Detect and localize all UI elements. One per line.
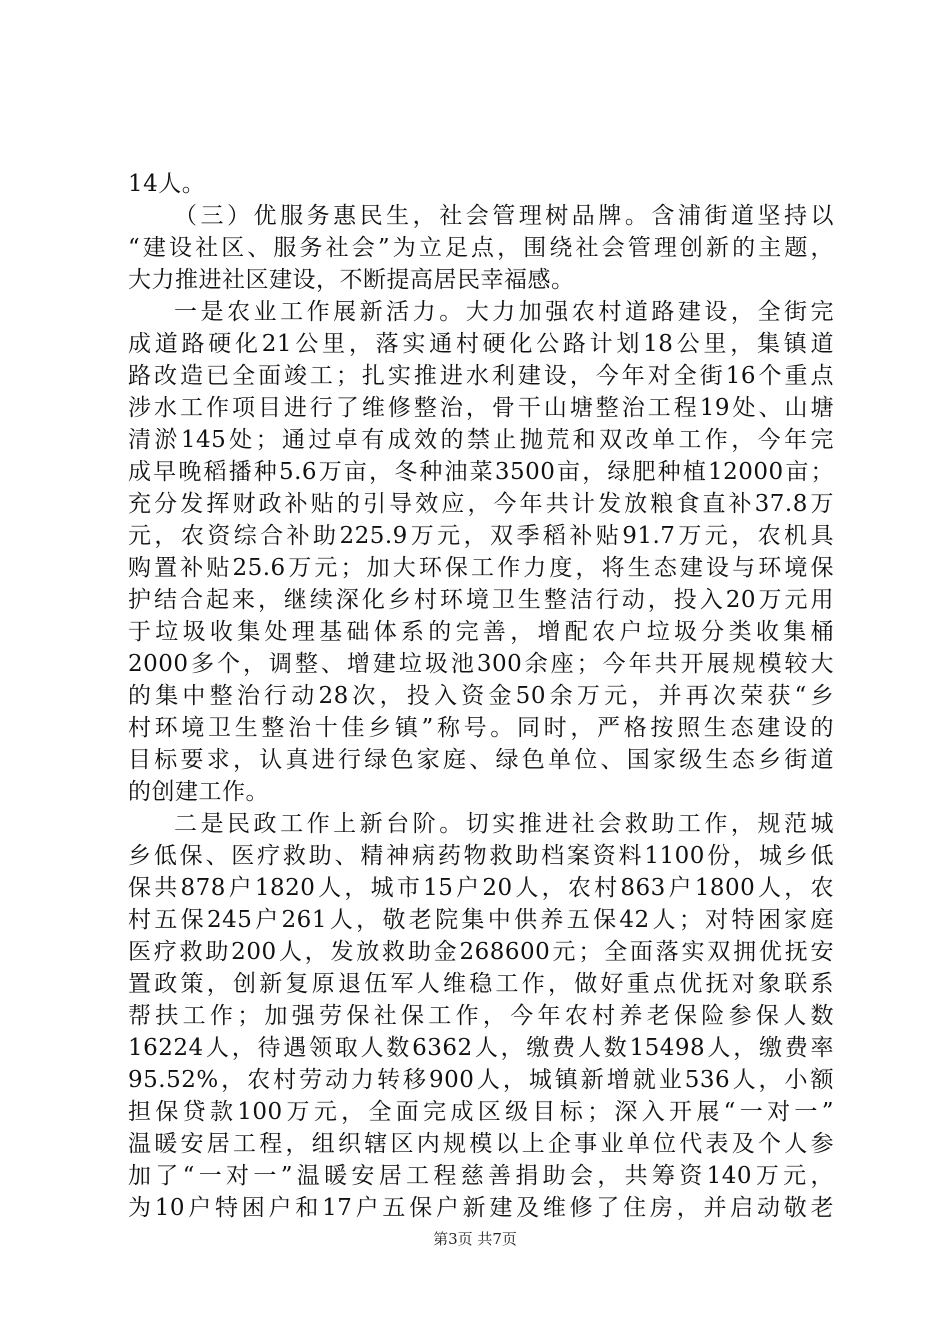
text-line: 目标要求，认真进行绿色家庭、绿色单位、国家级生态乡街道: [128, 747, 834, 773]
text-line: 充分发挥财政补贴的引导效应，今年共计发放粮食直补37.8万: [128, 491, 834, 517]
text-line: （三）优服务惠民生，社会管理树品牌。含浦街道坚持以: [174, 203, 834, 229]
text-line: 2000多个，调整、增建垃圾池300余座；今年共开展规模较大: [128, 651, 834, 677]
text-line: 置政策，创新复原退伍军人维稳工作，做好重点优抚对象联系: [128, 971, 834, 997]
text-line: 乡低保、医疗救助、精神病药物救助档案资料1100份，城乡低: [128, 843, 834, 869]
paragraph: [128, 808, 834, 1224]
text-line: 担保贷款100万元，全面完成区级目标；深入开展“一对一”: [128, 1099, 834, 1125]
text-line: 医疗救助200人，发放救助金268600元；全面落实双拥优抚安: [128, 939, 834, 965]
text-line: 成早晚稻播种5.6万亩，冬种油菜3500亩，绿肥种植12000亩；: [128, 459, 834, 485]
text-line: 大力推进社区建设，不断提高居民幸福感。: [128, 267, 575, 293]
text-line: 二是民政工作上新台阶。切实推进社会救助工作，规范城: [174, 811, 834, 837]
text-line: 于垃圾收集处理基础体系的完善，增配农户垃圾分类收集桶: [128, 619, 834, 645]
text-line: 14人。: [128, 171, 206, 197]
text-line: 16224人，待遇领取人数6362人，缴费人数15498人，缴费率: [128, 1035, 834, 1061]
page-number-footer: 第3页 共7页: [433, 1230, 517, 1248]
text-line: 帮扶工作；加强劳保社保工作，今年农村养老保险参保人数: [128, 1003, 834, 1029]
text-line: 加了“一对一”温暖安居工程慈善捐助会，共筹资140万元，: [128, 1163, 834, 1189]
text-line: 成道路硬化21公里，落实通村硬化公路计划18公里，集镇道: [128, 331, 834, 357]
paragraph: [128, 296, 834, 808]
text-line: 清淤145处；通过卓有成效的禁止抛荒和双改单工作，今年完: [128, 427, 834, 453]
text-line: 一是农业工作展新活力。大力加强农村道路建设，全街完: [174, 299, 834, 325]
text-line: 路改造已全面竣工；扎实推进水利建设，今年对全街16个重点: [128, 363, 834, 389]
text-line: 护结合起来，继续深化乡村环境卫生整洁行动，投入20万元用: [128, 587, 834, 613]
paragraph: [128, 200, 834, 296]
text-line: 为10户特困户和17户五保户新建及维修了住房，并启动敬老: [128, 1195, 834, 1221]
text-line: 村五保245户261人，敬老院集中供养五保42人；对特困家庭: [128, 907, 834, 933]
text-line: 95.52%，农村劳动力转移900人，城镇新增就业536人，小额: [128, 1067, 834, 1093]
document-body: [128, 168, 834, 1224]
text-line: 村环境卫生整治十佳乡镇”称号。同时，严格按照生态建设的: [128, 715, 834, 741]
text-line: 温暖安居工程，组织辖区内规模以上企事业单位代表及个人参: [128, 1131, 834, 1157]
text-line: 涉水工作项目进行了维修整治，骨干山塘整治工程19处、山塘: [128, 395, 834, 421]
text-line: 元，农资综合补助225.9万元，双季稻补贴91.7万元，农机具: [128, 523, 834, 549]
text-line: 的集中整治行动28次，投入资金50余万元，并再次荣获“乡: [128, 683, 834, 709]
text-line: 的创建工作。: [128, 779, 269, 805]
paragraph: [128, 168, 834, 200]
text-line: 保共878户1820人，城市15户20人，农村863户1800人，农: [128, 875, 834, 901]
text-line: 购置补贴25.6万元；加大环保工作力度，将生态建设与环境保: [128, 555, 834, 581]
text-line: “建设社区、服务社会”为立足点，围绕社会管理创新的主题，: [128, 235, 834, 261]
